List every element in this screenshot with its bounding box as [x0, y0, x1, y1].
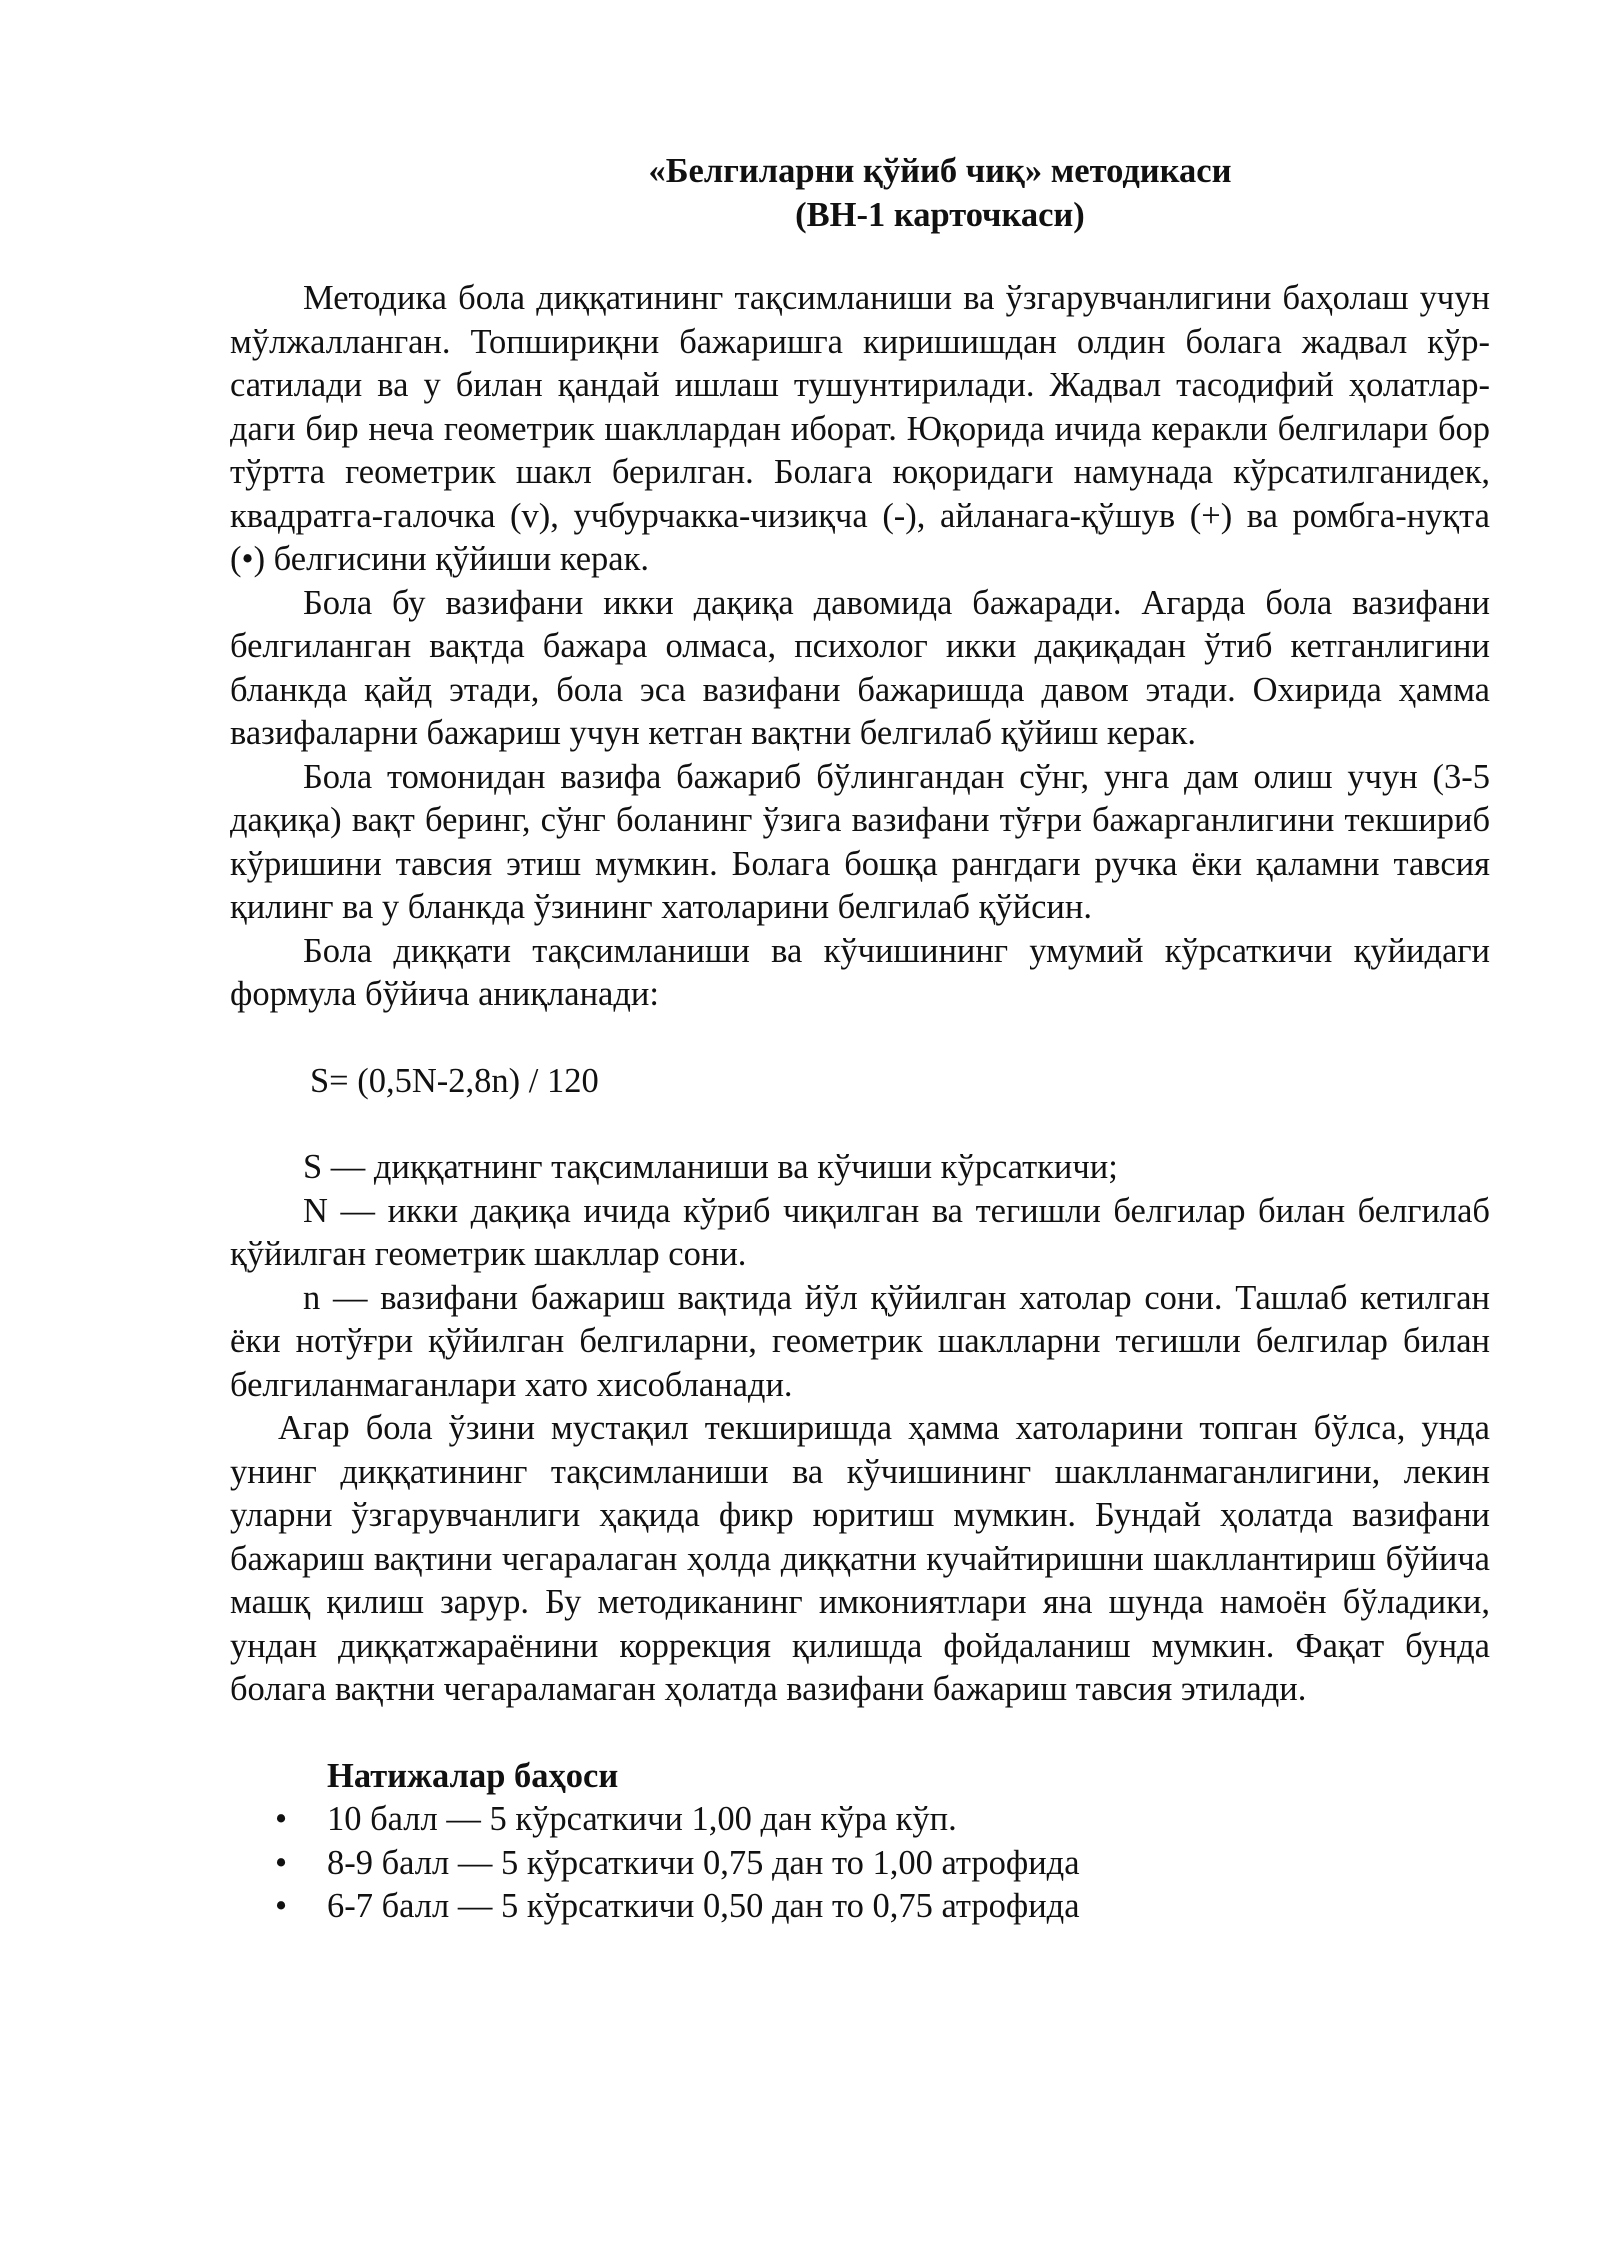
paragraph-intro: Методика бола диққатининг тақсимланиши ва ўзгарувчанлигини баҳолаш учун мўлжалланган. Топшириқни бажаришга киришишдан олдин болага жадвал кўр-сатилади ва у билан қандай ишлаш тушунтирилади. Жадвал тасодифий ҳолатлар-даги бир неча геометрик шакллардан иборат. Юқорида ичида керакли белгилари бор тўртта геометрик шакл берилган. Болага юқоридаги намунада кўрсатилганидек, квадратга-галочка (v), учбурчакка-чизиқча (-), айланага-қўшув (+) ва ромбга-нуқта (•) белгисини қўйиши керак.: [230, 279, 1490, 578]
list-item: [230, 1842, 1490, 1886]
paragraph-closing: Агар бола ўзини мустақил текширишда ҳамма хатоларини топган бўлса, унда унинг диққатининг тақсимланиши ва кўчишининг шаклланмаганлигини, лекин уларни ўзгарувчанлиги ҳақида фикр юритиш мумкин. Бундай ҳолатда вазифани бажариш вақтини чегаралаган ҳолда диққатни кучайтиришни шакллантириш бўйича машқ қилиш зарур. Бу методиканинг имкониятлари яна шунда намоён бўладики, ундан диққатжараёнини коррекция қилишда фойдаланиш мумкин. Фақат бунда болага вақтни чегараламаган ҳолатда вазифани бажариш тавсия этилади.: [230, 1409, 1490, 1708]
results-heading: Натижалар баҳоси: [327, 1756, 619, 1795]
result-item-text: 10 балл — 5 кўрсаткичи 1,00 дан кўра кўп.: [327, 1800, 957, 1838]
spacer: [230, 237, 1490, 277]
definition-s: S — диққатнинг тақсимланиши ва кўчиши кўрсаткичи;: [303, 1148, 1118, 1186]
paragraph-duration: Бола бу вазифани икки дақиқа давомида бажаради. Агарда бола вазифани белгиланган вақтда бажара олмаса, психолог икки дақиқадан ўтиб кетганлигини бланкда қайд этади, бола эса вазифани бажаришда давом этади. Охирида ҳамма вазифаларни бажариш учун кетган вақтни белгилаб қўйиш керак.: [230, 583, 1490, 752]
bullet-icon: •: [275, 1887, 288, 1925]
bullet-icon: •: [275, 1800, 288, 1838]
formula: S= (0,5N-2,8n) / 120: [310, 1061, 599, 1100]
list-item: [230, 1798, 1490, 1842]
title-line-1: «Белгиларни қўйиб чиқ» методикаси: [648, 152, 1232, 190]
list-item: [230, 1885, 1490, 1929]
result-item-text: 8-9 балл — 5 кўрсаткичи 0,75 дан то 1,00 атрофида: [327, 1843, 1080, 1882]
document-title: [230, 150, 1490, 237]
paragraph-self-check: Бола томонидан вазифа бажариб бўлингандан сўнг, унга дам олиш учун (3-5 дақиқа) вақт беринг, сўнг боланинг ўзига вазифани тўғри бажарганлигини текшириб кўришини тавсия этиш мумкин. Болага бошқа рангдаги ручка ёки қаламни тавсия қилинг ва у бланкда ўзининг хатоларини белгилаб қўйсин.: [230, 757, 1490, 926]
result-item-text: 6-7 балл — 5 кўрсаткичи 0,50 дан то 0,75 атрофида: [327, 1887, 1080, 1925]
results-list: [230, 1798, 1490, 1929]
paragraph-formula-intro: Бола диққати тақсимланиши ва кўчишининг умумий кўрсаткичи қуйидаги формула бўйича аниқланади:: [230, 931, 1490, 1013]
definition-n-lower: n — вазифани бажариш вақтида йўл қўйилган хатолар сони. Ташлаб кетилган ёки нотўғри қўйилган белгиларни, геометрик шаклларни тегишли белгилар билан белгиланмаганлари хато хисобланади.: [230, 1278, 1490, 1404]
document-page: [230, 150, 1490, 1929]
bullet-icon: •: [275, 1843, 288, 1882]
title-line-2: (ВН-1 карточкаси): [795, 195, 1085, 234]
definition-n-upper: N — икки дақиқа ичида кўриб чиқилган ва тегишли белгилар билан белгилаб қўйилган геометрик шакллар сони.: [230, 1191, 1490, 1273]
